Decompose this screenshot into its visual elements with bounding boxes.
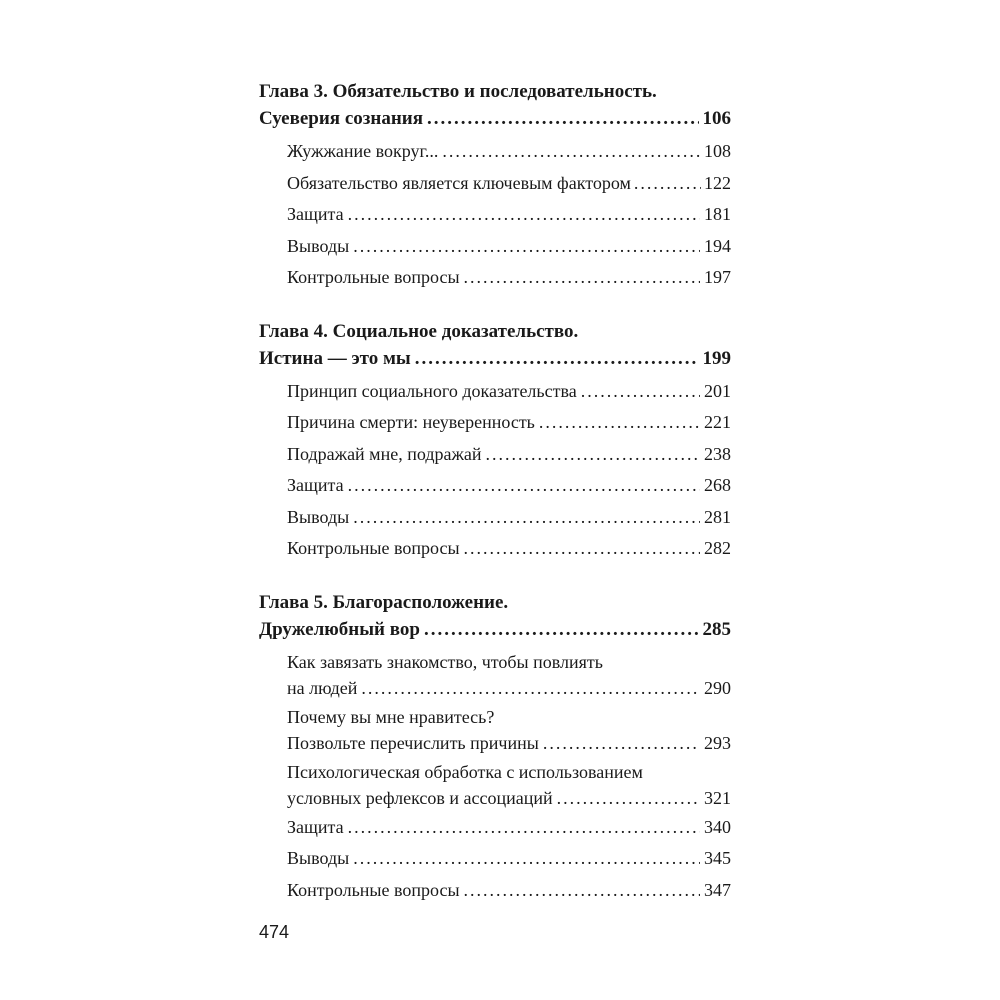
leader-dots [353,843,700,875]
toc-entry [287,376,731,408]
entry-page: 268 [704,475,731,495]
entry-title-line1: Почему вы мне нравитесь? [287,706,495,727]
toc-entry [287,262,731,294]
chapter-title-row [259,345,731,372]
chapter-5 [259,589,731,907]
entry-page: 238 [704,443,731,464]
chapter-title-line1: Глава 4. Социальное доказательство. [259,320,579,342]
chapter-4 [259,318,731,565]
chapter-3 [259,78,731,294]
chapter-title-line2: Дружелюбный вор [259,618,420,640]
leader-dots [361,675,700,702]
entry-page: 340 [704,816,731,837]
entry-page: 181 [704,204,731,224]
section-list [259,136,731,294]
entry-title-row [287,675,731,702]
entry-page: 281 [704,506,731,527]
entry-page: 347 [704,879,731,900]
entry-page: 221 [704,412,731,432]
chapter-title-line2: Суеверия сознания [259,108,424,129]
leader-dots [353,502,700,534]
entry-title: Выводы [287,235,350,256]
toc-entry [287,231,731,263]
entry-title: Жужжание вокруг... [287,141,439,161]
leader-dots [348,470,700,502]
leader-dots [464,875,700,907]
entry-title-line1: Психологическая обработка с использованием [287,761,643,782]
entry-title: Выводы [287,848,350,868]
toc-entry [287,757,731,812]
toc-entry [287,875,731,907]
section-list [259,376,731,565]
toc-entry [287,407,731,439]
toc-entry [287,439,731,471]
entry-page: 282 [704,538,731,558]
chapter-title-row [259,616,731,643]
leader-dots [486,439,700,471]
leader-dots [415,345,699,372]
entry-title: Защита [287,475,344,495]
entry-title-line1: Как завязать знакомство, чтобы повлиять [287,651,603,672]
entry-title-row [287,785,731,812]
leader-dots [442,136,700,168]
entry-page: 122 [704,172,731,193]
leader-dots [353,231,700,263]
entry-title-row [287,730,731,757]
entry-title: Выводы [287,506,350,527]
entry-title: условных рефлексов и ассоциаций [287,787,553,808]
leader-dots [348,199,700,231]
entry-title: на людей [287,677,358,698]
chapter-title-row [259,105,731,132]
toc-entry [287,702,731,757]
entry-title: Позвольте перечислить причины [287,732,539,753]
leader-dots [464,262,700,294]
leader-dots [348,812,700,844]
toc-entry [287,168,731,200]
leader-dots [427,105,698,132]
chapter-page: 106 [702,108,731,129]
section-list [259,647,731,907]
chapter-title-line1: Глава 5. Благорасположение. [259,591,509,613]
toc-entry [287,843,731,875]
page-number: 474 [259,922,290,942]
entry-title: Подражай мне, подражай [287,443,482,464]
entry-title: Защита [287,204,344,224]
toc-entry [287,199,731,231]
toc-entry [287,533,731,565]
entry-title: Причина смерти: неуверенность [287,412,535,432]
table-of-contents [259,78,731,930]
entry-page: 290 [704,677,731,698]
entry-title: Принцип социального доказательства [287,380,577,401]
chapter-page: 199 [702,347,731,369]
leader-dots [543,730,700,757]
chapter-title-line1: Глава 3. Обязательство и последовательность. [259,81,657,102]
leader-dots [634,168,701,200]
entry-page: 293 [704,732,731,753]
chapter-page: 285 [702,618,731,640]
entry-page: 201 [704,380,731,401]
entry-title: Контрольные вопросы [287,538,460,558]
entry-title: Защита [287,816,344,837]
toc-entry [287,136,731,168]
entry-page: 197 [704,267,731,287]
entry-page: 194 [704,235,731,256]
entry-page: 108 [704,141,731,161]
toc-entry [287,812,731,844]
toc-entry [287,647,731,702]
leader-dots [464,533,700,565]
entry-page: 345 [704,848,731,868]
toc-entry [287,502,731,534]
leader-dots [557,785,700,812]
entry-title: Контрольные вопросы [287,267,460,287]
toc-entry [287,470,731,502]
leader-dots [581,376,700,408]
leader-dots [539,407,700,439]
leader-dots [424,616,699,643]
chapter-title-line2: Истина — это мы [259,347,411,369]
entry-title: Контрольные вопросы [287,879,460,900]
entry-title: Обязательство является ключевым фактором [287,172,631,193]
entry-page: 321 [704,787,731,808]
